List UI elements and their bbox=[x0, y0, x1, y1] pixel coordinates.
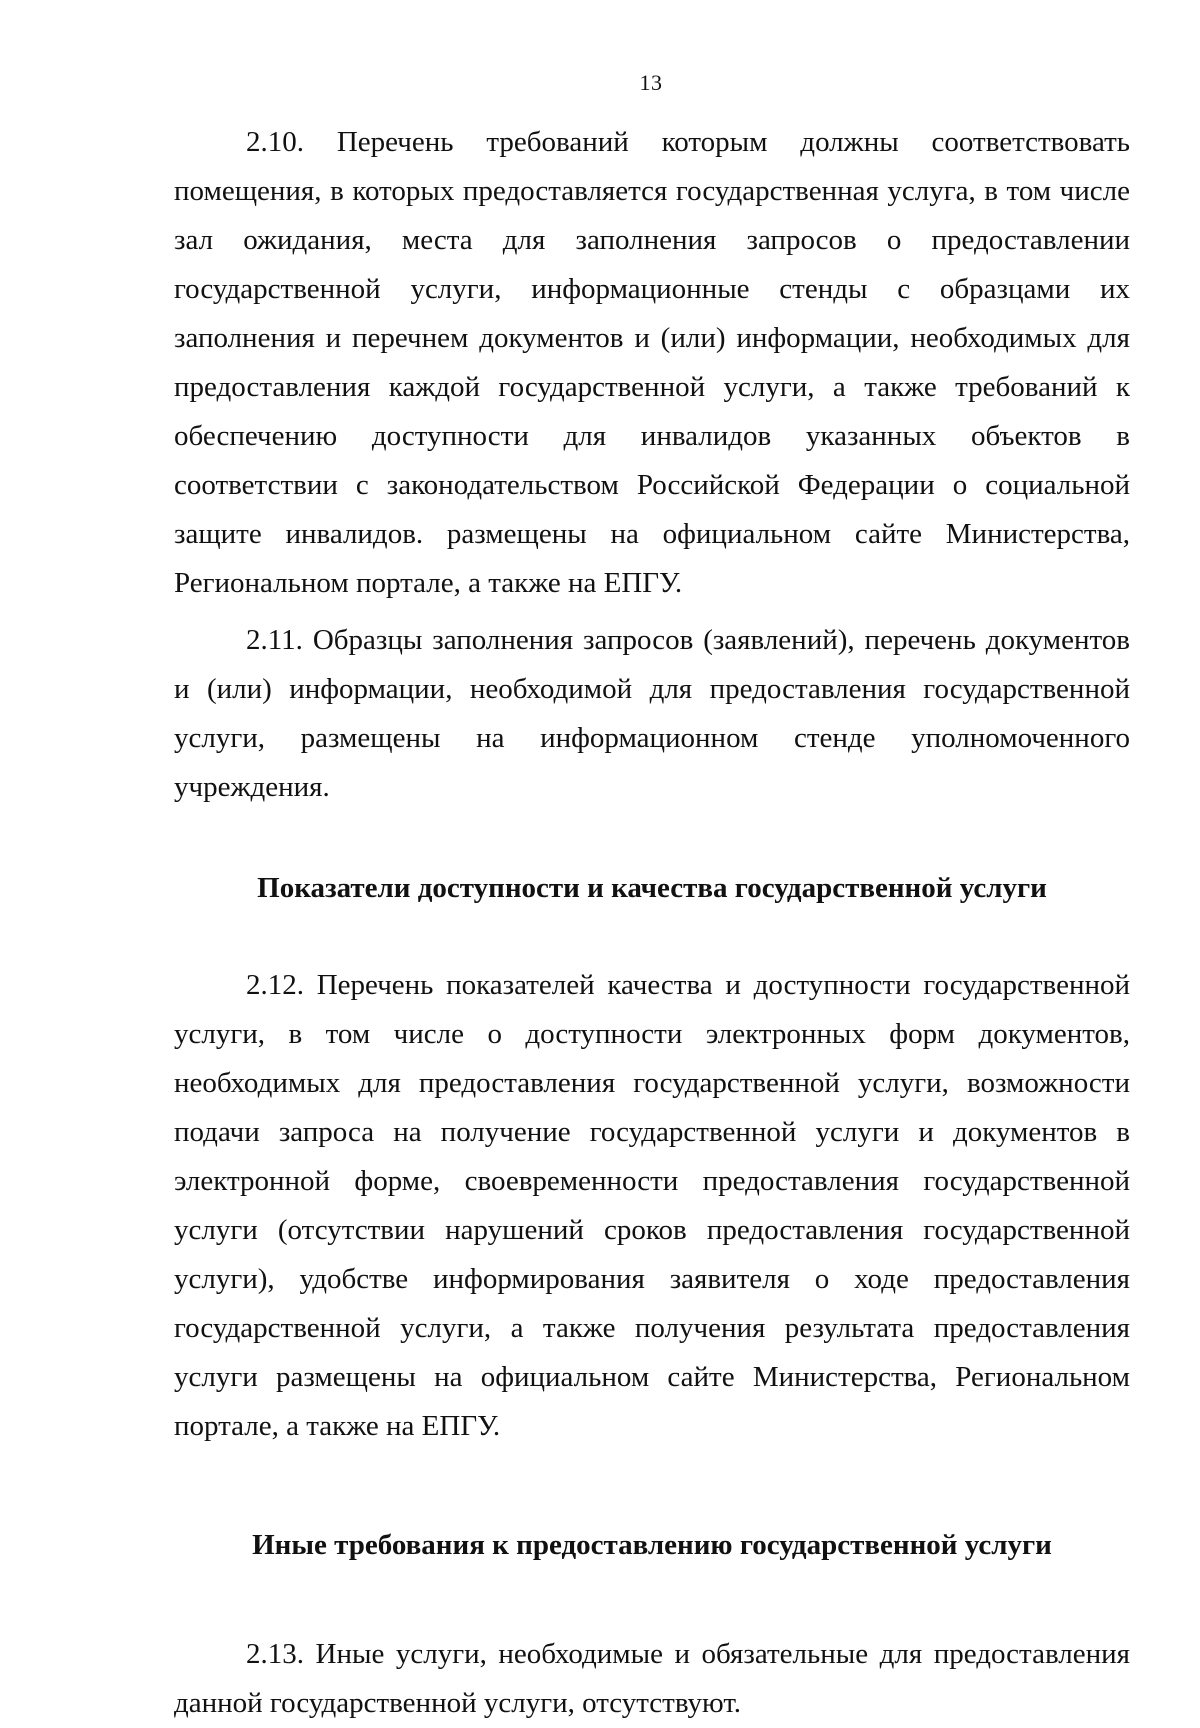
paragraph-2-13: 2.13. Иные услуги, необходимые и обязательные для предоставления данной государственной услуги, отсутствуют. bbox=[174, 1638, 1130, 1719]
document-body bbox=[174, 118, 1130, 1728]
section-heading-accessibility-quality: Показатели доступности и качества государственной услуги bbox=[257, 872, 1047, 904]
section-heading-other-requirements: Иные требования к предоставлению государственной услуги bbox=[252, 1529, 1052, 1561]
paragraph-2-12: 2.12. Перечень показателей качества и доступности государственной услуги, в том числе о доступности электронных форм документов, необходимых для предоставления государственной услуги, возможности подачи запроса на получение государственной услуги и документов в электронной форме, своевременности предоставления государственной услуги (отсутствии нарушений сроков предоставления государственной услуги), удобстве информирования заявителя о ходе предоставления государственной услуги, а также получения результата предоставления услуги размещены на официальном сайте Министерства, Региональном портале, а также на ЕПГУ. bbox=[174, 969, 1130, 1442]
paragraph-2-11: 2.11. Образцы заполнения запросов (заявлений), перечень документов и (или) информации, необходимой для предоставления государственной услуги, размещены на информационном стенде уполномоченного учреждения. bbox=[174, 624, 1130, 803]
page-number: 13 bbox=[639, 70, 663, 95]
paragraph-2-10: 2.10. Перечень требований которым должны соответствовать помещения, в которых предоставляется государственная услуга, в том числе зал ожидания, места для заполнения запросов о предоставлении государственной услуги, информационные стенды с образцами их заполнения и перечнем документов и (или) информации, необходимых для предоставления каждой государственной услуги, а также требований к обеспечению доступности для инвалидов указанных объектов в соответствии с законодательством Российской Федерации о социальной защите инвалидов. размещены на официальном сайте Министерства, Региональном портале, а также на ЕПГУ. bbox=[174, 126, 1130, 599]
